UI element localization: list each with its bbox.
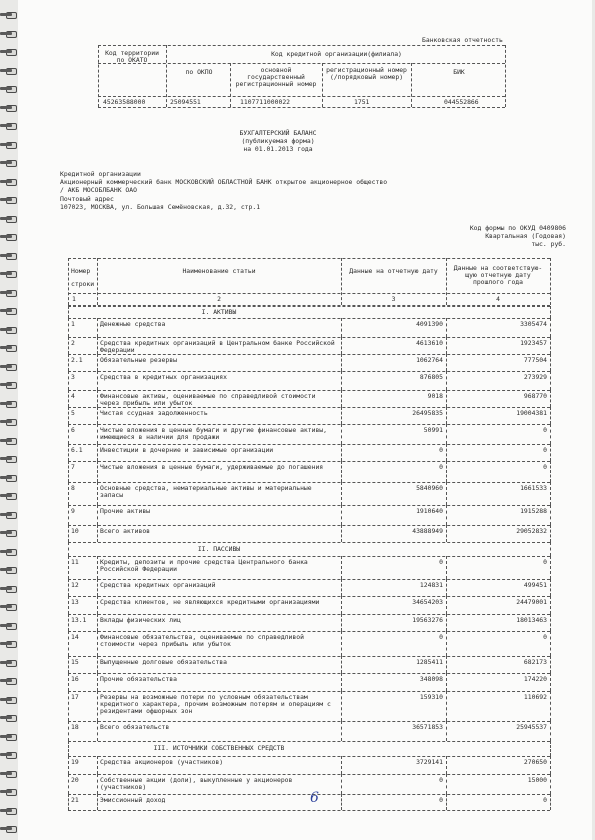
row-previous-value: 24479001 — [516, 598, 547, 606]
table-rule — [68, 444, 69, 461]
header-okato-label: Код территории по ОКАТО — [105, 49, 159, 64]
binding-wire — [0, 457, 12, 460]
org-name: Акционерный коммерческий банк МОСКОВСКИЙ ОБЛАСТНОЙ БАНК открытое акционерное общество — [60, 178, 388, 186]
table-rule — [97, 614, 98, 631]
row-label: Средства в кредитных организациях — [100, 373, 227, 381]
row-current-value: 876805 — [419, 373, 443, 381]
row-previous-value: 1915288 — [520, 507, 547, 515]
row-label: Прочие активы — [100, 507, 151, 515]
row-current-value: 0 — [439, 776, 443, 784]
binding-wire — [0, 513, 12, 516]
divider — [322, 63, 323, 107]
table-rule — [68, 741, 69, 756]
divider — [98, 45, 99, 107]
table-rule — [550, 556, 551, 579]
row-label: Всего активов — [100, 527, 151, 535]
org-label: Кредитной организации — [60, 170, 141, 178]
table-rule — [68, 461, 69, 482]
binding-wire — [0, 439, 12, 442]
row-label: Средства кредитных организаций в Центральном банке Российской Федерации — [100, 339, 335, 354]
row-number: 6 — [71, 426, 75, 434]
org-short-name: / АКБ МОСОБЛБАНК ОАО — [60, 186, 137, 194]
table-rule — [68, 482, 550, 483]
divider — [166, 45, 167, 107]
binding-wire — [0, 346, 12, 349]
period: Квартальная (Годовая) — [485, 232, 566, 240]
table-rule — [68, 774, 69, 794]
table-rule — [550, 461, 551, 482]
table-rule — [550, 614, 551, 631]
address-label: Почтовый адрес — [60, 195, 114, 203]
table-rule — [68, 337, 69, 354]
table-rule — [550, 542, 551, 556]
row-label: Основные средства, нематериальные активы и материальные запасы — [100, 484, 312, 499]
table-rule — [550, 596, 551, 614]
table-rule — [68, 354, 69, 371]
binding-wire — [0, 50, 12, 53]
row-label: Вклады физических лиц — [100, 616, 181, 624]
table-rule — [68, 293, 550, 294]
table-rule — [68, 596, 550, 597]
table-rule — [550, 354, 551, 371]
table-rule — [550, 505, 551, 525]
binding-wire — [0, 642, 12, 645]
table-rule — [68, 673, 69, 691]
row-label: Финансовые обязательства, оцениваемые по справедливой стоимости через прибыль или убыток — [100, 633, 304, 648]
row-previous-value: 0 — [543, 558, 547, 566]
col-index: 4 — [496, 295, 500, 303]
row-number: 6.1 — [71, 446, 83, 454]
row-number: 18 — [71, 723, 79, 731]
row-previous-value: 0 — [543, 463, 547, 471]
row-current-value: 1285411 — [416, 658, 443, 666]
binding-wire — [0, 568, 12, 571]
row-previous-value: 29052832 — [516, 527, 547, 535]
table-rule — [68, 525, 550, 526]
header-ogrn-label: основной государственный регистрационный номер — [235, 66, 317, 88]
table-rule — [68, 390, 550, 391]
binding-wire — [0, 87, 12, 90]
table-rule — [68, 794, 69, 810]
table-rule — [68, 691, 550, 692]
table-rule — [550, 258, 551, 305]
binding-wire — [0, 809, 12, 812]
binding-wire — [0, 402, 12, 405]
row-current-value: 5840960 — [416, 484, 443, 492]
binding-wire — [0, 235, 12, 238]
table-rule — [550, 774, 551, 794]
col-header-previous: Данные на соответствую- щую отчетную дату прошлого года — [453, 264, 543, 286]
binding-wire — [0, 143, 12, 146]
table-rule — [97, 390, 98, 407]
address: 107023, МОСКВА, ул. Большая Семёновская, д.32, стр.1 — [60, 203, 261, 211]
table-rule — [97, 596, 98, 614]
row-number: 17 — [71, 693, 79, 701]
table-rule — [68, 461, 550, 462]
binding-wire — [0, 13, 12, 16]
binding-wire — [0, 661, 12, 664]
row-label: Кредиты, депозиты и прочие средства Центрального банка Российской Федерации — [100, 558, 308, 573]
row-label: Средства кредитных организаций — [100, 581, 216, 589]
row-number: 2 — [71, 339, 75, 347]
row-previous-value: 499451 — [523, 581, 547, 589]
table-rule — [68, 542, 550, 543]
section-heading: I. АКТИВЫ — [201, 307, 237, 316]
row-current-value: 50991 — [423, 426, 443, 434]
okato-value: 45263588000 — [103, 98, 146, 106]
row-current-value: 4091390 — [416, 320, 443, 328]
table-rule — [550, 525, 551, 542]
table-rule — [68, 691, 69, 721]
row-current-value: 19563276 — [412, 616, 443, 624]
table-rule — [68, 596, 69, 614]
table-rule — [97, 656, 98, 673]
table-rule — [68, 424, 550, 425]
row-number: 19 — [71, 758, 79, 766]
table-rule — [68, 579, 550, 580]
col-index: 1 — [72, 295, 76, 303]
table-rule — [97, 505, 98, 525]
table-rule — [68, 306, 69, 318]
table-rule — [550, 673, 551, 691]
row-number: 13.1 — [71, 616, 87, 624]
row-label: Собственные акции (доли), выкупленные у акционеров (участников) — [100, 776, 293, 791]
row-previous-value: 0 — [543, 426, 547, 434]
table-rule — [68, 390, 69, 407]
regnum-value: 1751 — [354, 98, 370, 106]
header-okpo-label: по ОКПО — [185, 68, 213, 76]
row-label: Обязательные резервы — [100, 356, 177, 364]
row-previous-value: 0 — [543, 796, 547, 804]
col-index: 2 — [217, 295, 221, 303]
table-rule — [68, 741, 550, 742]
table-rule — [97, 407, 98, 424]
row-number: 15 — [71, 658, 79, 666]
table-rule — [550, 631, 551, 656]
row-current-value: 26495835 — [412, 409, 443, 417]
table-rule — [550, 691, 551, 721]
binding-wire — [0, 753, 12, 756]
table-rule — [68, 337, 550, 338]
row-number: 2.1 — [71, 356, 83, 364]
table-rule — [68, 631, 550, 632]
row-previous-value: 1661533 — [520, 484, 547, 492]
binding-wire — [0, 291, 12, 294]
table-rule — [68, 774, 550, 775]
table-rule — [97, 371, 98, 390]
binding-wire — [0, 772, 12, 775]
binding-wire — [0, 624, 12, 627]
row-current-value: 124831 — [419, 581, 443, 589]
divider — [98, 107, 505, 108]
table-rule — [68, 424, 69, 444]
row-previous-value: 968770 — [523, 392, 547, 400]
col-header-num: Номер — [71, 267, 91, 275]
row-number: 10 — [71, 527, 79, 535]
table-rule — [97, 337, 98, 354]
row-label: Всего обязательств — [100, 723, 170, 731]
table-rule — [68, 258, 69, 305]
table-rule — [68, 407, 69, 424]
binding-wire — [0, 272, 12, 275]
row-current-value: 34654203 — [412, 598, 443, 606]
table-rule — [550, 371, 551, 390]
binding-wire — [0, 383, 12, 386]
row-previous-value: 270650 — [523, 758, 547, 766]
binding-wire — [0, 531, 12, 534]
table-rule — [68, 656, 550, 657]
table-rule — [68, 371, 550, 372]
table-rule — [68, 721, 550, 722]
table-rule — [97, 794, 98, 810]
divider — [411, 63, 412, 107]
binding-wire — [0, 494, 12, 497]
binding-wire — [0, 716, 12, 719]
row-previous-value: 1923457 — [520, 339, 547, 347]
table-rule — [68, 794, 550, 795]
table-rule — [68, 631, 69, 656]
row-current-value: 0 — [439, 558, 443, 566]
row-previous-value: 273929 — [523, 373, 547, 381]
table-rule — [550, 721, 551, 741]
binding-wire — [0, 69, 12, 72]
row-current-value: 36571853 — [412, 723, 443, 731]
row-previous-value: 174220 — [523, 675, 547, 683]
row-current-value: 43888949 — [412, 527, 443, 535]
binding-wire — [0, 476, 12, 479]
table-rule — [97, 579, 98, 596]
row-current-value: 9018 — [427, 392, 443, 400]
row-current-value: 159310 — [419, 693, 443, 701]
binding-wire — [0, 550, 12, 553]
row-label: Прочие обязательства — [100, 675, 177, 683]
divider — [230, 63, 231, 107]
table-rule — [68, 556, 550, 557]
units: тыс. руб. — [531, 240, 566, 248]
row-previous-value: 0 — [543, 446, 547, 454]
table-rule — [550, 390, 551, 407]
report-type: Банковская отчетность — [422, 36, 503, 44]
binding-wire — [0, 124, 12, 127]
row-current-value: 0 — [439, 463, 443, 471]
row-current-value: 0 — [439, 633, 443, 641]
col-header-name: Наименование статьи — [182, 267, 256, 275]
binding-wire — [0, 420, 12, 423]
row-previous-value: 3305474 — [520, 320, 547, 328]
table-rule — [97, 424, 98, 444]
balance-date: на 01.01.2013 года — [243, 145, 313, 153]
table-rule — [68, 614, 550, 615]
table-rule — [68, 407, 550, 408]
table-rule — [68, 721, 69, 741]
binding-wire — [0, 180, 12, 183]
binding-wire — [0, 679, 12, 682]
table-rule — [97, 721, 98, 741]
binding-wire — [0, 198, 12, 201]
header-regnum-label: регистрационный номер (/порядковый номер) — [326, 66, 407, 81]
binding-wire — [0, 106, 12, 109]
table-rule — [68, 579, 69, 596]
section-heading: III. ИСТОЧНИКИ СОБСТВЕННЫХ СРЕДСТВ — [153, 744, 285, 752]
row-number: 3 — [71, 373, 75, 381]
row-number: 11 — [71, 558, 79, 566]
table-rule — [97, 318, 98, 337]
binding-wire — [0, 698, 12, 701]
balance-title: БУХГАЛТЕРСКИЙ БАЛАНС — [239, 129, 317, 137]
row-previous-value: 25945537 — [516, 723, 547, 731]
row-label: Чистые вложения в ценные бумаги и другие финансовые активы, имеющиеся в наличии для продажи — [100, 426, 328, 441]
section-heading: II. ПАССИВЫ — [197, 544, 241, 553]
binding-wire — [0, 827, 12, 830]
table-rule — [550, 656, 551, 673]
row-current-value: 1910640 — [416, 507, 443, 515]
binding-wire — [0, 32, 12, 35]
table-rule — [550, 741, 551, 756]
table-rule — [68, 444, 550, 445]
row-previous-value: 15000 — [527, 776, 547, 784]
table-rule — [97, 354, 98, 371]
row-previous-value: 777504 — [523, 356, 547, 364]
okpo-value: 25094551 — [170, 98, 201, 106]
table-rule — [97, 556, 98, 579]
divider — [98, 96, 505, 97]
header-credit-org-label: Код кредитной организации(филиала) — [271, 50, 402, 58]
row-number: 13 — [71, 598, 79, 606]
binding-wire — [0, 735, 12, 738]
row-label: Денежные средства — [100, 320, 166, 328]
table-rule — [68, 756, 550, 757]
table-rule — [68, 318, 550, 319]
row-number: 4 — [71, 392, 75, 400]
table-rule — [550, 306, 551, 318]
divider — [505, 45, 506, 107]
table-rule — [97, 673, 98, 691]
table-rule — [97, 525, 98, 542]
ogrn-value: 1107711000022 — [240, 98, 291, 106]
row-label: Эмиссионный доход — [100, 796, 166, 804]
binding-wire — [0, 309, 12, 312]
table-rule — [550, 444, 551, 461]
balance-subtitle: (публикуемая форма) — [241, 137, 315, 145]
binding-wire — [0, 365, 12, 368]
row-label: Средства акционеров (участников) — [100, 758, 224, 766]
row-number: 7 — [71, 463, 75, 471]
table-rule — [550, 579, 551, 596]
table-rule — [97, 444, 98, 461]
row-number: 21 — [71, 796, 79, 804]
table-rule — [550, 756, 551, 774]
table-rule — [550, 407, 551, 424]
row-number: 12 — [71, 581, 79, 589]
row-label: Выпущенные долговые обязательства — [100, 658, 227, 666]
row-current-value: 0 — [439, 446, 443, 454]
table-rule — [550, 482, 551, 505]
table-rule — [68, 505, 69, 525]
bik-value: 044552866 — [444, 98, 479, 106]
row-label: Чистая ссудная задолженность — [100, 409, 208, 417]
row-previous-value: 0 — [543, 633, 547, 641]
row-number: 1 — [71, 320, 75, 328]
row-current-value: 1062764 — [416, 356, 443, 364]
spiral-binding — [0, 0, 20, 840]
table-rule — [68, 542, 69, 556]
table-rule — [550, 424, 551, 444]
col-header-current: Данные на отчетную дату — [349, 267, 438, 275]
table-rule — [68, 258, 550, 259]
row-label: Инвестиции в дочерние и зависимые организации — [100, 446, 274, 454]
table-rule — [68, 810, 550, 811]
table-rule — [97, 461, 98, 482]
header-bik-label: БИК — [453, 68, 465, 76]
binding-wire — [0, 217, 12, 220]
table-rule — [97, 631, 98, 656]
row-previous-value: 110692 — [523, 693, 547, 701]
row-label: Резервы на возможные потери по условным обязательствам кредитного характера, прочим возможным потерям и операциям с резидентами офшорных зон — [100, 693, 331, 715]
table-rule — [68, 756, 69, 774]
table-rule — [68, 614, 69, 631]
row-current-value: 4613610 — [416, 339, 443, 347]
table-rule — [97, 691, 98, 721]
table-rule — [68, 354, 550, 355]
binding-wire — [0, 605, 12, 608]
table-rule — [97, 482, 98, 505]
table-rule — [68, 306, 550, 307]
table-rule — [68, 318, 69, 337]
row-current-value: 3729141 — [416, 758, 443, 766]
table-rule — [97, 756, 98, 774]
table-rule — [550, 337, 551, 354]
table-rule — [68, 525, 69, 542]
table-rule — [550, 318, 551, 337]
row-number: 8 — [71, 484, 75, 492]
col-header-num: строки — [71, 280, 95, 288]
table-rule — [68, 371, 69, 390]
row-label: Средства клиентов, не являющихся кредитными организациями — [100, 598, 320, 606]
row-number: 14 — [71, 633, 79, 641]
row-previous-value: 682173 — [523, 658, 547, 666]
row-label: Чистые вложения в ценные бумаги, удерживаемые до погашения — [100, 463, 324, 471]
binding-wire — [0, 328, 12, 331]
table-rule — [68, 505, 550, 506]
row-previous-value: 19004381 — [516, 409, 547, 417]
okud-code: Код формы по ОКУД 0409806 — [469, 224, 566, 232]
row-current-value: 348098 — [419, 675, 443, 683]
row-label: Финансовые активы, оцениваемые по справедливой стоимости через прибыль или убыток — [100, 392, 316, 407]
divider — [98, 45, 505, 46]
page-number: 6 — [310, 790, 319, 806]
row-number: 16 — [71, 675, 79, 683]
col-index: 3 — [391, 295, 396, 303]
binding-wire — [0, 587, 12, 590]
row-current-value: 0 — [439, 796, 443, 804]
binding-wire — [0, 254, 12, 257]
binding-wire — [0, 790, 12, 793]
binding-wire — [0, 161, 12, 164]
table-rule — [68, 673, 550, 674]
table-rule — [68, 656, 69, 673]
table-rule — [68, 482, 69, 505]
row-number: 9 — [71, 507, 75, 515]
document-page — [18, 0, 592, 840]
row-previous-value: 18013463 — [516, 616, 547, 624]
row-number: 5 — [71, 409, 75, 417]
table-rule — [550, 794, 551, 810]
table-rule — [97, 774, 98, 794]
table-rule — [68, 556, 69, 579]
row-number: 20 — [71, 776, 79, 784]
